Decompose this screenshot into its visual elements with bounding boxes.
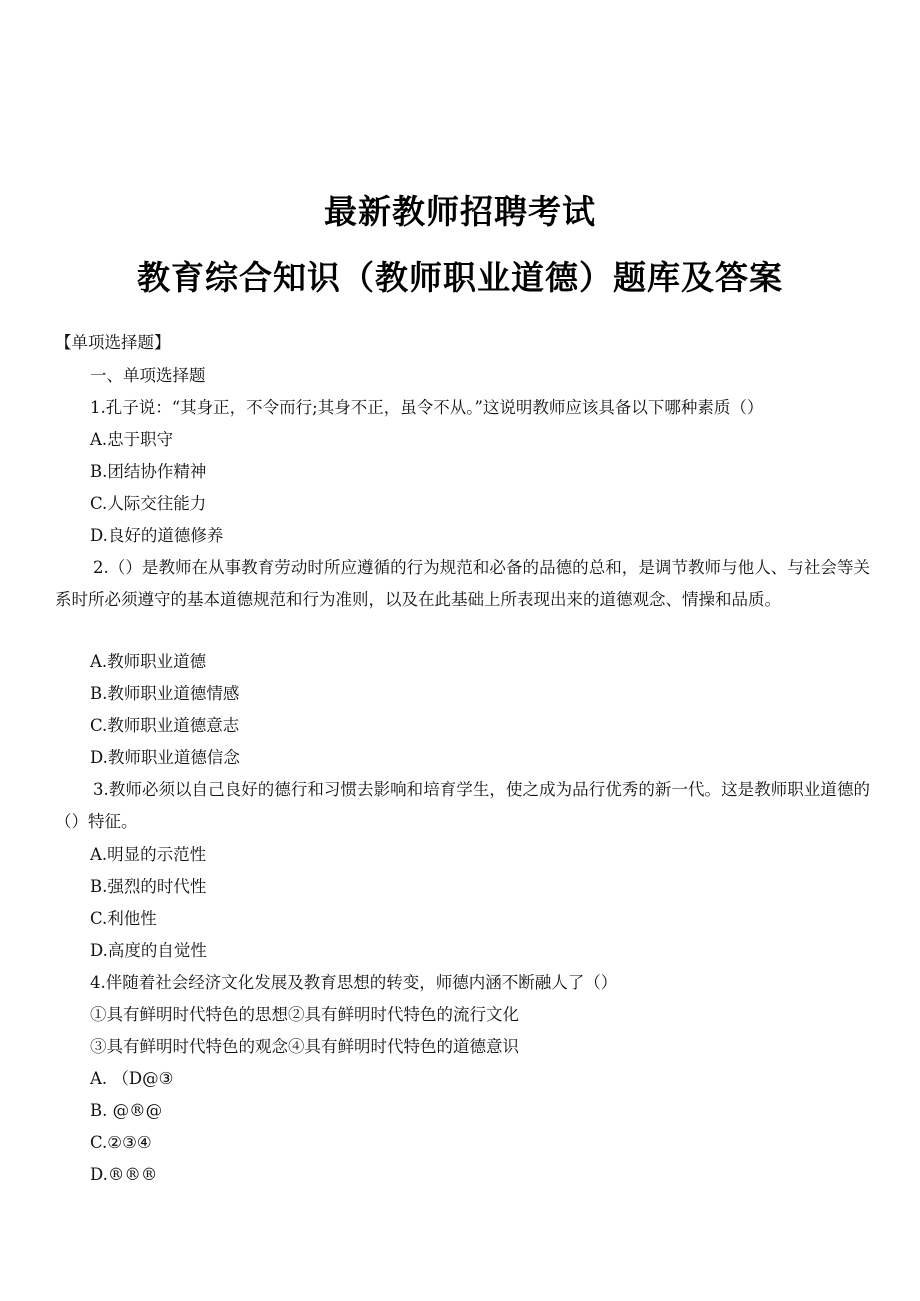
- question-3-option-c: C.利他性: [90, 909, 157, 928]
- question-1-option-c: C.人际交往能力: [90, 494, 207, 513]
- question-2-option-a: A.教师职业道德: [90, 652, 207, 671]
- question-1-stem: 1.孔子说：“其身正，不令而行;其身不正，虽令不从。”这说明教师应该具备以下哪种素质（）: [90, 398, 764, 417]
- question-2-option-d: D.教师职业道德信念: [90, 748, 240, 767]
- subsection-heading: 一、单项选择题: [90, 366, 206, 385]
- question-1-option-d: D.良好的道德修养: [90, 526, 224, 545]
- question-4-option-b: B. @®@: [90, 1101, 163, 1120]
- question-4-stem: 4.伴随着社会经济文化发展及教育思想的转变，师德内涵不断融人了（）: [90, 973, 618, 992]
- question-2-option-b: B.教师职业道德情感: [90, 684, 240, 703]
- question-3-stem: 3.教师必须以自己良好的德行和习惯去影响和培育学生，使之成为品行优秀的新一代。这是教师职业道德的（）特征。: [55, 780, 870, 831]
- question-3-option-a: A.明显的示范性: [90, 845, 207, 864]
- section-header: 【单项选择题】: [55, 333, 171, 352]
- question-4-option-c: C.②③④: [90, 1133, 152, 1152]
- document-title-line2: 教育综合知识（教师职业道德）题库及答案: [137, 258, 783, 297]
- question-4-option-a: A. （D@③: [90, 1069, 174, 1088]
- question-2-stem: 2.（）是教师在从事教育劳动时所应遵循的行为规范和必备的品德的总和，是调节教师与他人、与社会等关系时所必须遵守的基本道德规范和行为准则，以及在此基础上所表现出来的道德观念、情操和品质。: [55, 558, 870, 609]
- document-title-line1: 最新教师招聘考试: [324, 192, 596, 231]
- question-3-option-d: D.高度的自觉性: [90, 941, 207, 960]
- question-2-option-c: C.教师职业道德意志: [90, 716, 240, 735]
- question-4-item-line2: ③具有鲜明时代特色的观念④具有鲜明时代特色的道德意识: [90, 1037, 519, 1056]
- question-3-option-b: B.强烈的时代性: [90, 877, 207, 896]
- question-1-option-a: A.忠于职守: [90, 430, 174, 449]
- question-1-option-b: B.团结协作精神: [90, 462, 207, 481]
- question-4-item-line1: ①具有鲜明时代特色的思想②具有鲜明时代特色的流行文化: [90, 1005, 519, 1024]
- question-4-option-d: D.®®®: [90, 1165, 158, 1184]
